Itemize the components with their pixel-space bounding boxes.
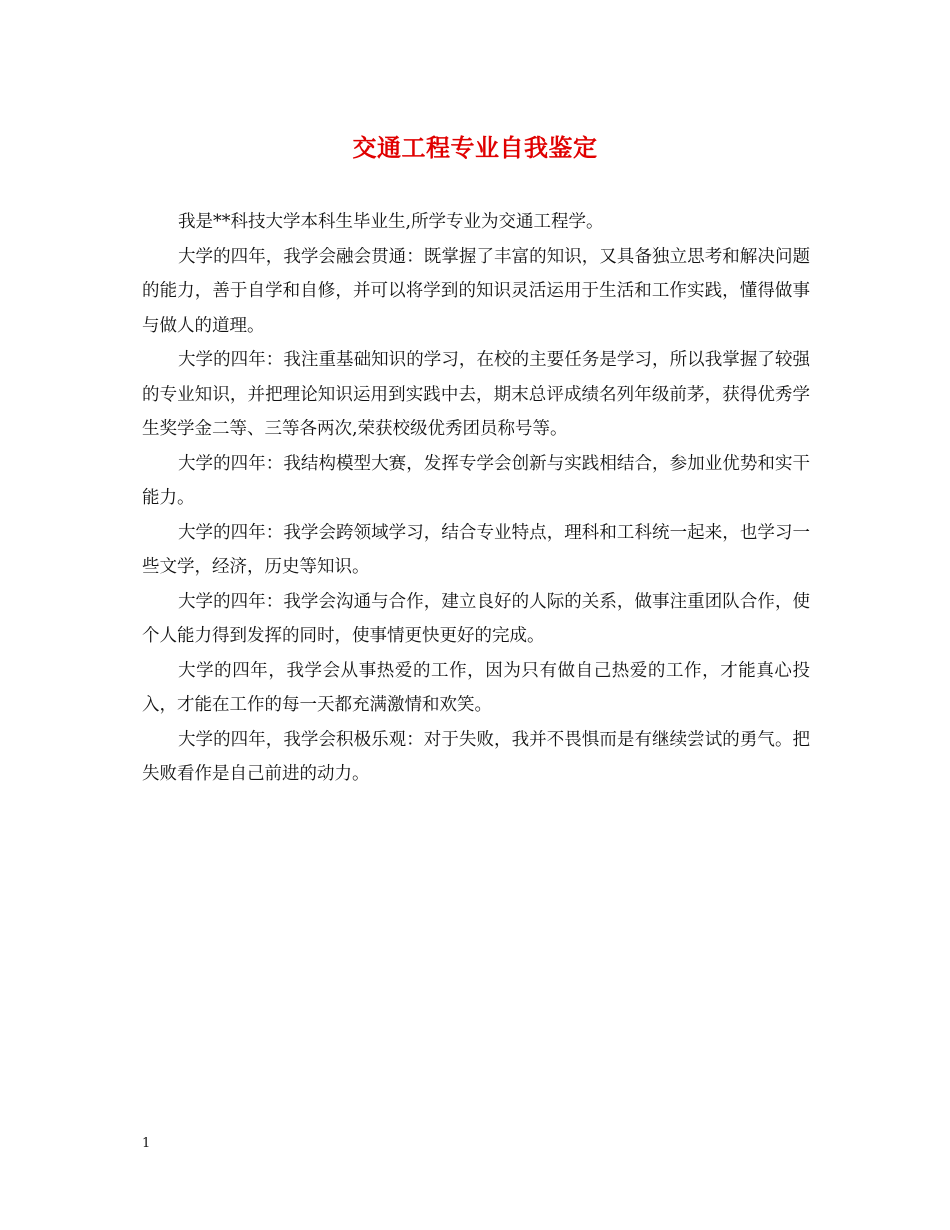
paragraph: 大学的四年：我注重基础知识的学习，在校的主要任务是学习，所以我掌握了较强的专业知识，并把理论知识运用到实践中去，期末总评成绩名列年级前茅，获得优秀学生奖学金二等、三等各两次,荣获校级优秀团员称号等。 bbox=[142, 350, 810, 439]
paragraph: 大学的四年：我学会沟通与合作，建立良好的人际的关系，做事注重团队合作，使个人能力得到发挥的同时，使事情更快更好的完成。 bbox=[142, 591, 810, 646]
paragraph: 大学的四年，我学会从事热爱的工作，因为只有做自己热爱的工作，才能真心投入，才能在工作的每一天都充满激情和欢笑。 bbox=[142, 660, 810, 715]
page-number: 1 bbox=[142, 1136, 151, 1151]
paragraph: 大学的四年，我学会积极乐观：对于失败，我并不畏惧而是有继续尝试的勇气。把失败看作是自己前进的动力。 bbox=[142, 729, 810, 784]
paragraph: 大学的四年，我学会融会贯通：既掌握了丰富的知识，又具备独立思考和解决问题的能力，善于自学和自修，并可以将学到的知识灵活运用于生活和工作实践，懂得做事与做人的道理。 bbox=[142, 246, 810, 336]
document-title: 交通工程专业自我鉴定 bbox=[352, 133, 598, 162]
paragraph: 大学的四年：我学会跨领域学习，结合专业特点，理科和工科统一起来，也学习一些文学，经济，历史等知识。 bbox=[142, 522, 810, 577]
document-body bbox=[142, 205, 810, 792]
paragraph: 我是**科技大学本科生毕业生,所学专业为交通工程学。 bbox=[178, 212, 604, 232]
paragraph: 大学的四年：我结构模型大赛，发挥专学会创新与实践相结合，参加业优势和实干能力。 bbox=[142, 453, 810, 508]
